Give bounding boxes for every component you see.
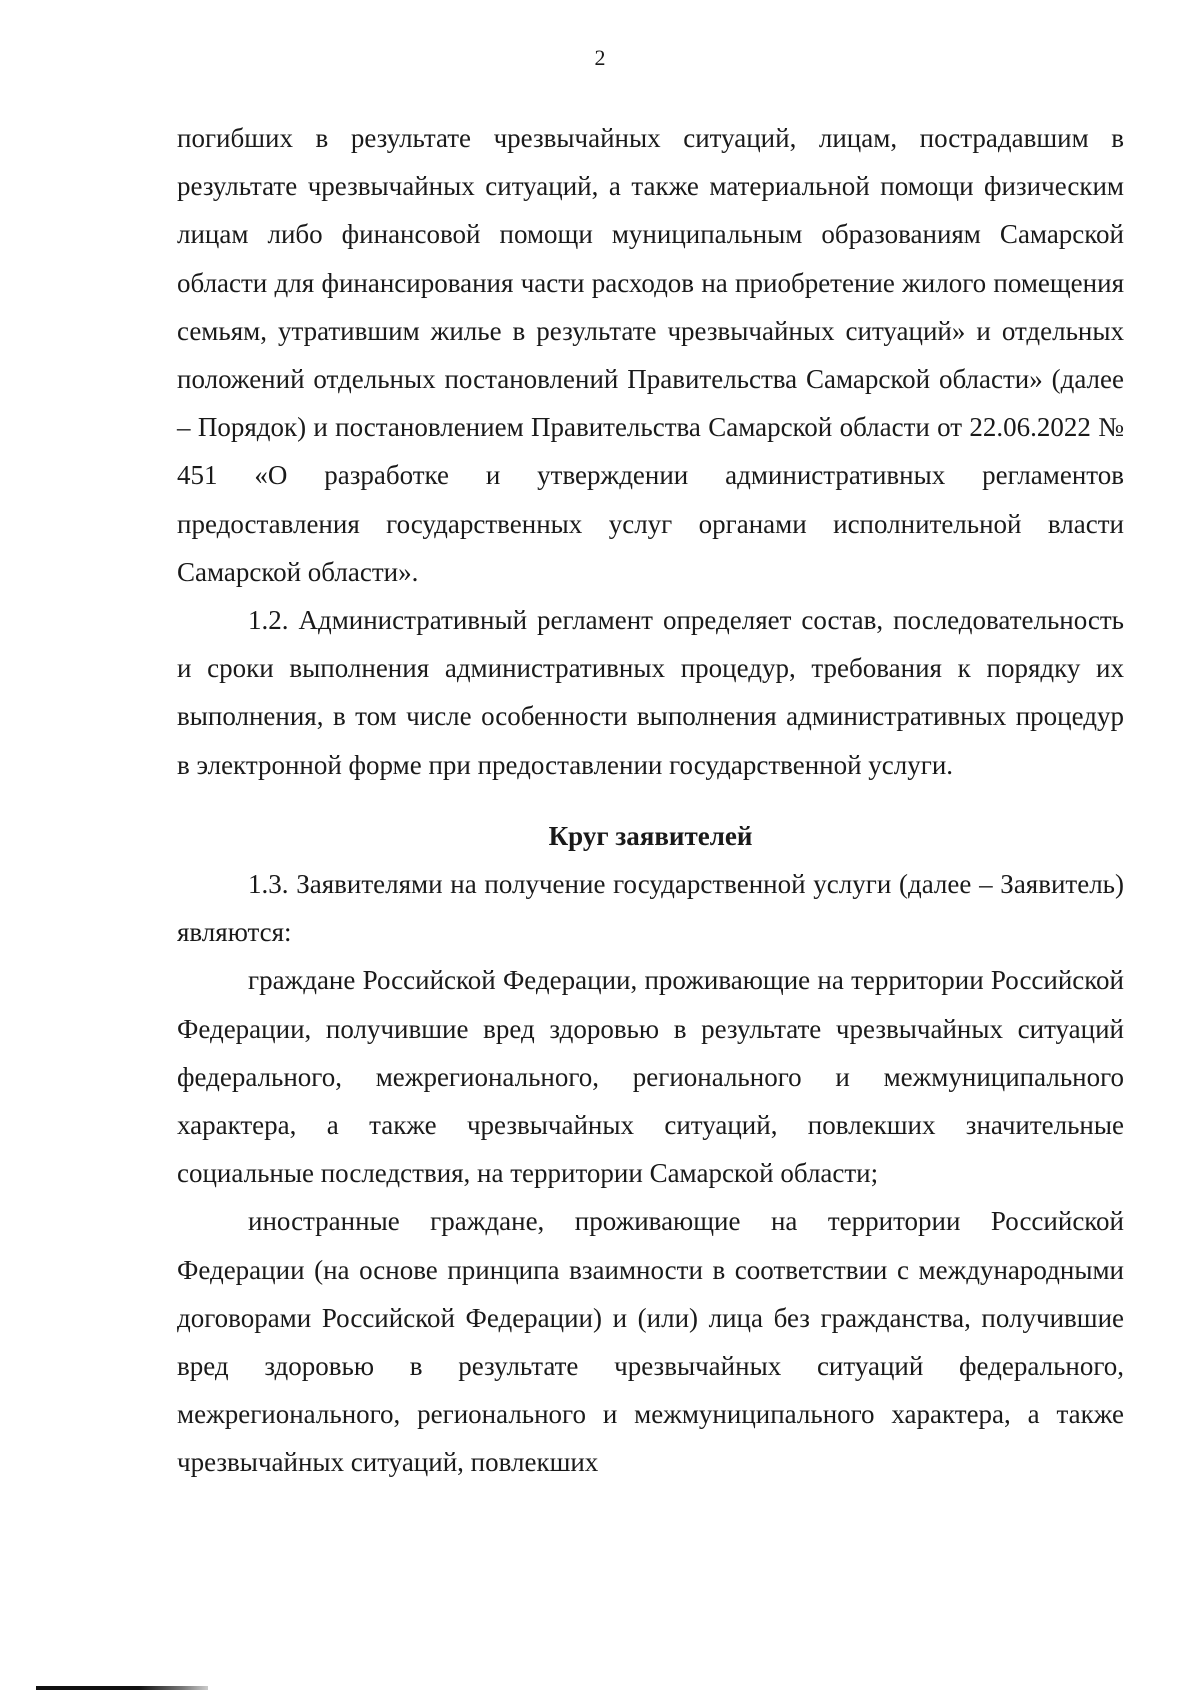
page-number: 2	[594, 45, 606, 70]
paragraph-foreigners: иностранные граждане, проживающие на территории Российской Федерации (на основе принципа взаимности в соответствии с международными договорами Российской Федерации) и (или) лица без гражданства, получившие вред здоровью в результате чрезвычайных ситуаций федерального, межрегионального, регионального и межмуниципального характера, а также чрезвычайных ситуаций, повлекших	[177, 1206, 1124, 1478]
paragraph-1-3: 1.3. Заявителями на получение государственной услуги (далее – Заявитель) являются:	[177, 869, 1124, 948]
paragraph-1-2: 1.2. Административный регламент определяет состав, последовательность и сроки выполнения административных процедур, требования к порядку их выполнения, в том числе особенности выполнения административных процедур в электронной форме при предоставлении государственной услуги.	[177, 605, 1124, 780]
paragraph-continuation: погибших в результате чрезвычайных ситуаций, лицам, пострадавшим в результате чрезвычайных ситуаций, а также материальной помощи физическим лицам либо финансовой помощи муниципальным образованиям Самарской области для финансирования части расходов на приобретение жилого помещения семьям, утратившим жилье в результате чрезвычайных ситуаций» и отдельных положений отдельных постановлений Правительства Самарской области» (далее – Порядок) и постановлением Правительства Самарской области от 22.06.2022 № 451 «О разработке и утверждении административных регламентов предоставления государственных услуг органами исполнительной власти Самарской области».	[177, 123, 1124, 587]
footer-rule	[36, 1686, 208, 1690]
paragraph-citizens: граждане Российской Федерации, проживающие на территории Российской Федерации, получившие вред здоровью в результате чрезвычайных ситуаций федерального, межрегионального, регионального и межмуниципального характера, а также чрезвычайных ситуаций, повлекших значительные социальные последствия, на территории Самарской области;	[177, 965, 1124, 1189]
section-heading: Круг заявителей	[548, 820, 753, 851]
document-body	[177, 114, 1124, 1487]
